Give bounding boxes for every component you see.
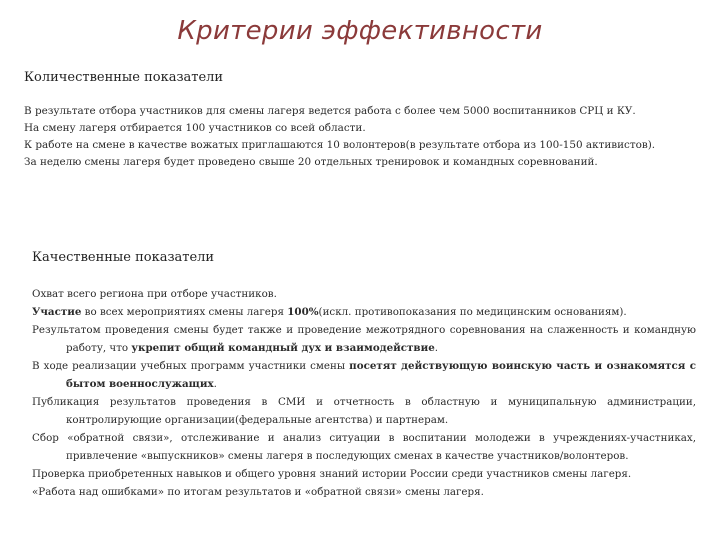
qualitative-item: «Работа над ошибками» по итогам результатов и «обратной связи» смены лагеря. (32, 486, 484, 498)
qualitative-heading: Качественные показатели (32, 250, 215, 265)
qualitative-item: Охват всего региона при отборе участников. (32, 288, 277, 300)
item-text: во всех мероприятиях смены лагеря (81, 306, 288, 318)
quantitative-item: К работе на смене в качестве вожатых приглашаются 10 волонтеров(в результате отбора из 100-150 активистов). (24, 139, 656, 151)
bold-text: посетят действующую воинскую часть и ознакомятся с бытом военнослужащих (66, 360, 696, 390)
slide-title: Критерии эффективности (177, 16, 543, 46)
qualitative-item: Проверка приобретенных навыков и общего уровня знаний истории России среди участников смены лагеря. (32, 468, 632, 480)
bold-text: Участие (32, 306, 82, 318)
quantitative-item: В результате отбора участников для смены лагеря ведется работа с более чем 5000 воспитанников СРЦ и КУ. (24, 105, 636, 117)
qualitative-section (32, 250, 696, 501)
qualitative-item (32, 357, 696, 393)
quantitative-item: На смену лагеря отбирается 100 участников со всей области. (24, 122, 366, 134)
bold-text: укрепит общий командный дух и взаимодействие (131, 342, 435, 354)
item-text: . (434, 342, 439, 354)
quantitative-section (24, 70, 694, 171)
item-text: Результатом проведения смены будет также и проведение межотрядного соревнования на слаженность и командную работу, что (32, 324, 696, 354)
quantitative-item: За неделю смены лагеря будет проведено свыше 20 отдельных тренировок и командных соревнований. (24, 156, 598, 168)
item-text: . (213, 378, 217, 390)
quantitative-heading: Количественные показатели (24, 70, 224, 85)
qualitative-item: Сбор «обратной связи», отслеживание и анализ ситуации в воспитании молодежи в учреждениях-участниках, привлечение «выпускников» смены лагеря в последующих сменах в качестве участников/волонтеров. (32, 432, 696, 462)
bold-text: 100% (287, 306, 319, 318)
item-text: (искл. противопоказания по медицинским основаниям). (318, 306, 627, 318)
item-text: В ходе реализации учебных программ участники смены (32, 360, 350, 372)
qualitative-item: Публикация результатов проведения в СМИ и отчетность в областную и муниципальную администрации, контролирующие организации(федеральные агентства) и партнерам. (32, 396, 696, 426)
qualitative-item (32, 321, 696, 357)
qualitative-item (32, 303, 696, 321)
